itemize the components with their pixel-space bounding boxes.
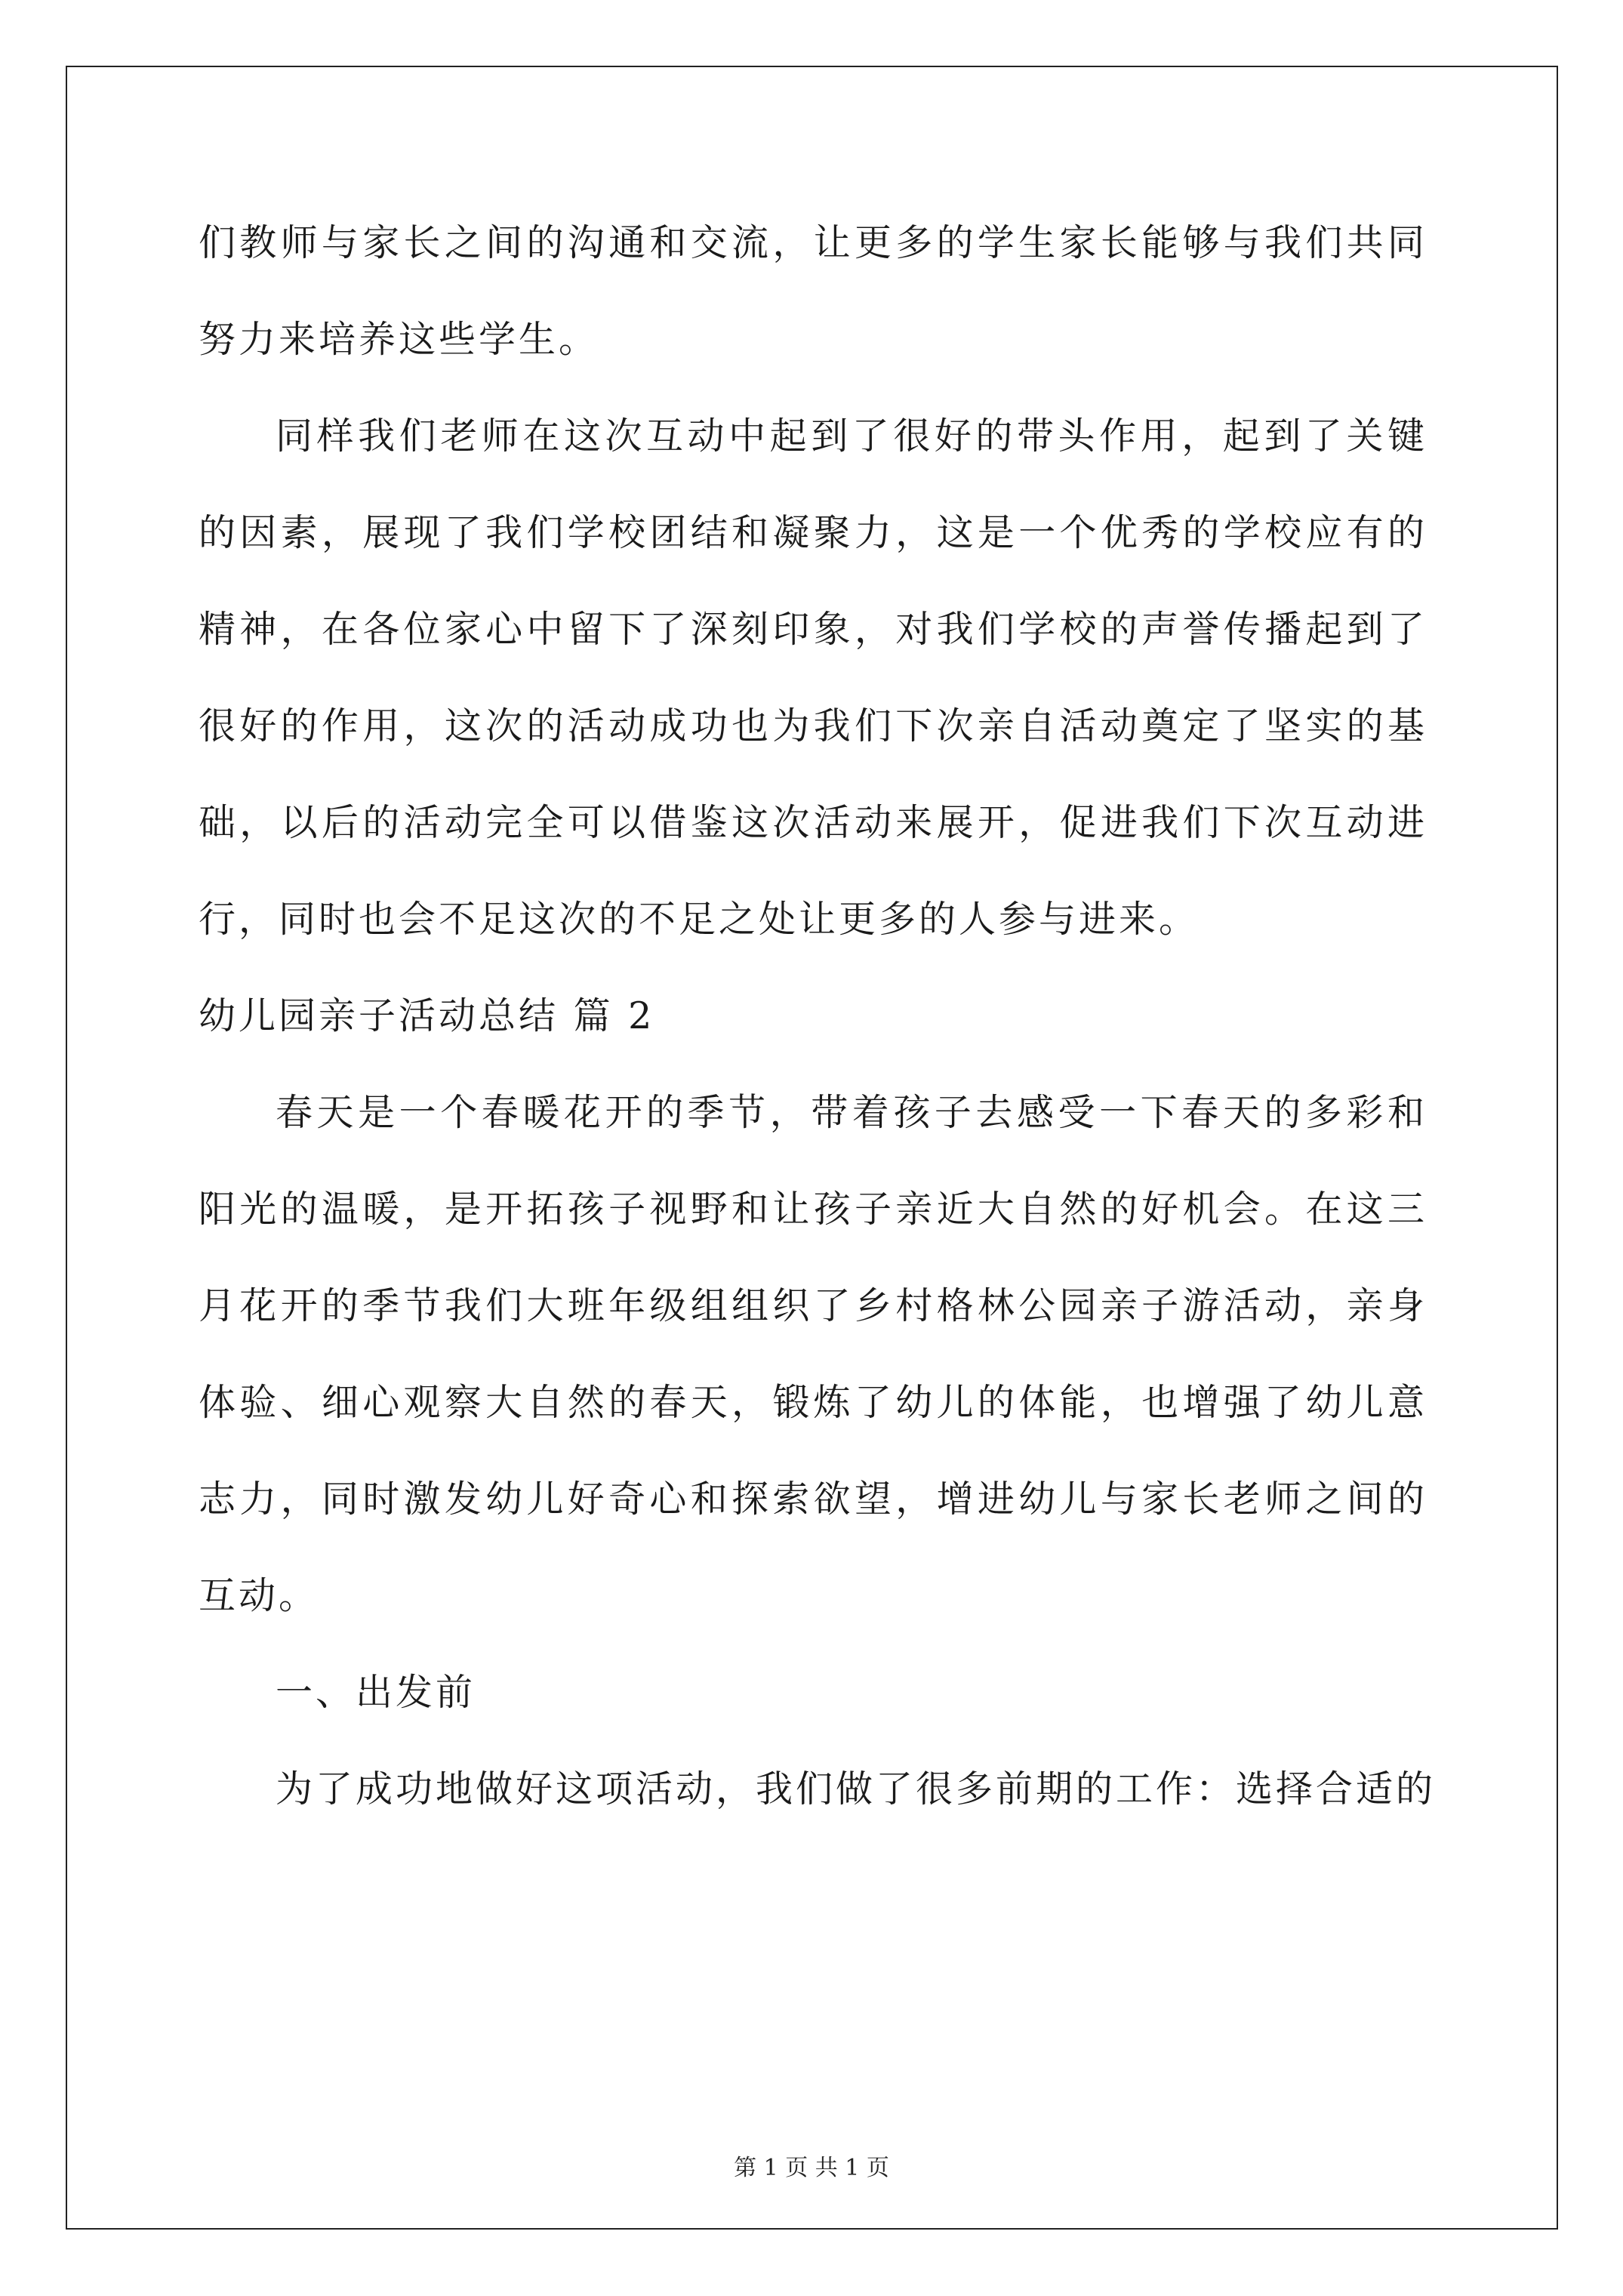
paragraph-line: 阳光的温暖，是开拓孩子视野和让孩子亲近大自然的好机会。在这三 [199,1188,1427,1231]
document-body [199,195,1437,1838]
page-footer: 第 1 页 共 1 页 [734,2155,889,2181]
paragraph-line: 同样我们老师在这次互动中起到了很好的带头作用，起到了关键 [276,415,1427,458]
subsection-heading: 一、出发前 [276,1671,476,1714]
paragraph-line: 行，同时也会不足这次的不足之处让更多的人参与进来。 [199,898,1200,941]
paragraph-line: 月花开的季节我们大班年级组组织了乡村格林公园亲子游活动，亲身 [199,1284,1427,1327]
paragraph-line: 春天是一个春暖花开的季节，带着孩子去感受一下春天的多彩和 [276,1091,1427,1134]
paragraph-line: 很好的作用，这次的活动成功也为我们下次亲自活动奠定了坚实的基 [199,704,1427,747]
paragraph-line: 精神，在各位家心中留下了深刻印象，对我们学校的声誉传播起到了 [199,608,1427,651]
paragraph-line: 们教师与家长之间的沟通和交流，让更多的学生家长能够与我们共同 [199,221,1427,264]
paragraph-line: 的因素，展现了我们学校团结和凝聚力，这是一个优秀的学校应有的 [199,511,1427,554]
paragraph-line: 努力来培养这些学生。 [199,318,599,361]
paragraph-line: 志力，同时激发幼儿好奇心和探索欲望，增进幼儿与家长老师之间的 [199,1478,1427,1521]
paragraph-line: 体验、细心观察大自然的春天，锻炼了幼儿的体能，也增强了幼儿意 [199,1381,1427,1424]
paragraph-line: 为了成功地做好这项活动，我们做了很多前期的工作：选择合适的 [276,1767,1437,1811]
paragraph-line: 础，以后的活动完全可以借鉴这次活动来展开，促进我们下次互动进 [199,801,1427,844]
paragraph-line: 互动。 [199,1574,319,1617]
section-heading: 幼儿园亲子活动总结 篇 2 [199,994,655,1037]
